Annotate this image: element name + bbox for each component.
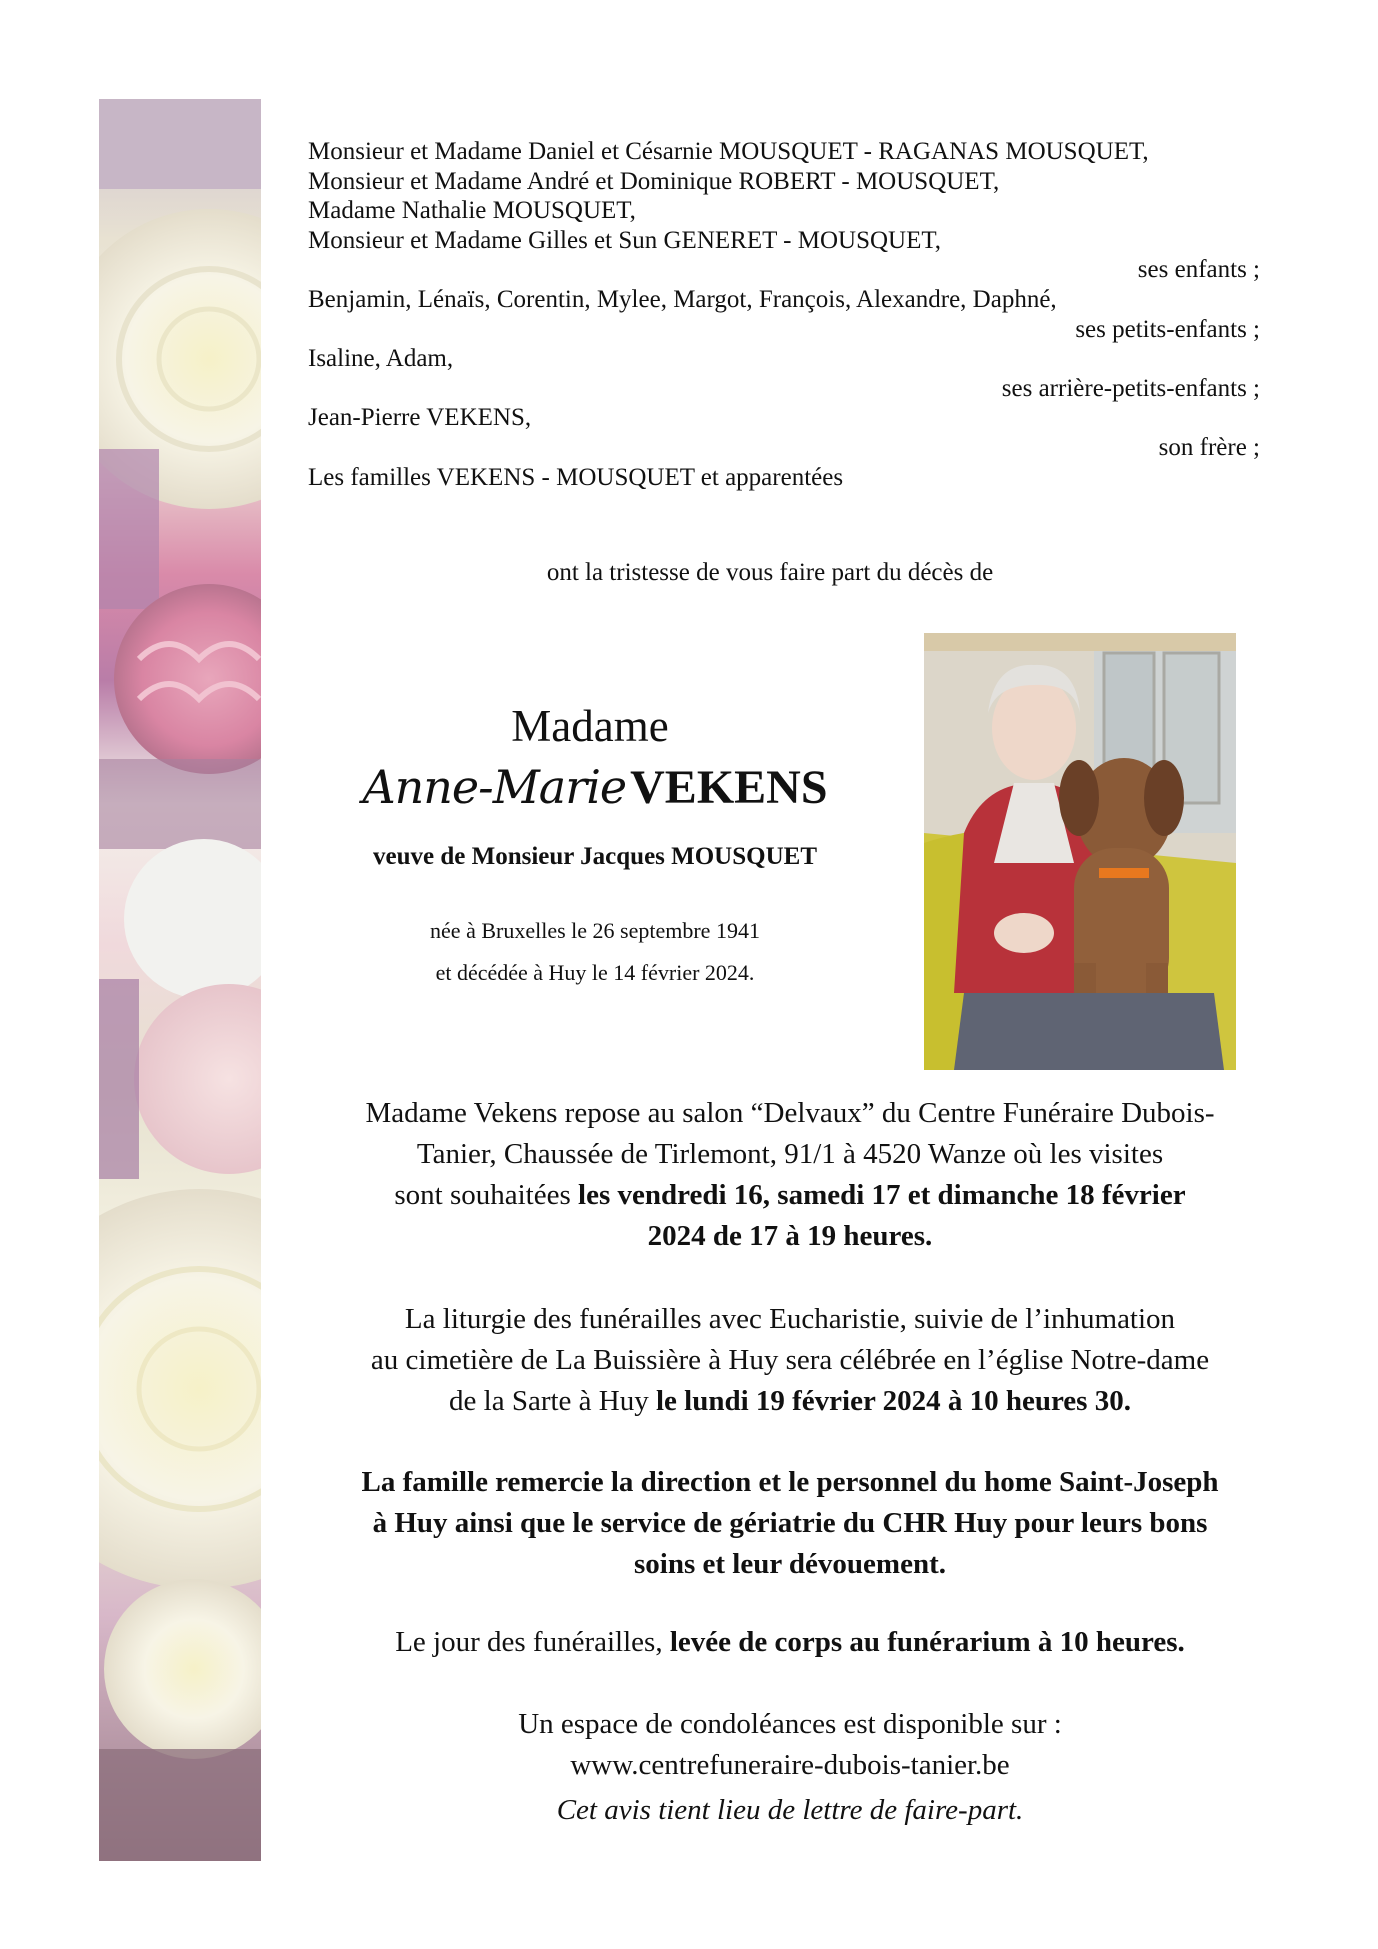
role-great-grandchildren: ses arrière-petits-enfants ; [1001, 375, 1260, 402]
widow-of-text: veuve de Monsieur Jacques MOUSQUET [373, 843, 817, 870]
funeral-paragraph [300, 1299, 1280, 1422]
thanks-line-3: soins et leur dévouement. [633, 1548, 946, 1580]
visitation-line-4 [300, 1216, 1280, 1257]
levee-bold: levée de corps au funérarium à 10 heures. [669, 1626, 1185, 1658]
condolences-paragraph [300, 1704, 1280, 1786]
family-line-4: Monsieur et Madame Gilles et Sun GENERET - MOUSQUET, [308, 227, 942, 254]
great-grandchildren-line: Isaline, Adam, [308, 345, 454, 372]
condolences-url[interactable]: www.centrefuneraire-dubois-tanier.be [570, 1749, 1010, 1781]
levee-paragraph [300, 1622, 1280, 1663]
floral-border-image [99, 99, 261, 1861]
visitation-dates: les vendredi 16, samedi 17 et dimanche 18 février [578, 1179, 1186, 1211]
deceased-photo [924, 633, 1236, 1070]
family-line-3: Madame Nathalie MOUSQUET, [308, 197, 636, 224]
family-line-2: Monsieur et Madame André et Dominique ROBERT - MOUSQUET, [308, 168, 1000, 195]
footer-note: Cet avis tient lieu de lettre de faire-part. [556, 1794, 1024, 1826]
funeral-date: le lundi 19 février 2024 à 10 heures 30. [655, 1385, 1131, 1417]
portrait-with-dog-illustration [924, 633, 1236, 1070]
grandchildren-line: Benjamin, Lénaïs, Corentin, Mylee, Margot, François, Alexandre, Daphné, [308, 286, 1057, 313]
role-brother: son frère ; [1158, 434, 1260, 461]
birth-text: née à Bruxelles le 26 septembre 1941 [430, 918, 760, 943]
death-text: et décédée à Huy le 14 février 2024. [435, 960, 755, 985]
deceased-first-name: Anne-Marie [362, 760, 627, 814]
role-grandchildren: ses petits-enfants ; [1075, 316, 1260, 343]
flowers-illustration [99, 99, 261, 1861]
visitation-paragraph [300, 1093, 1280, 1257]
funeral-line-1: La liturgie des funérailles avec Eucharistie, suivie de l’inhumation [404, 1303, 1176, 1335]
deceased-title: Madame [511, 701, 669, 751]
announcement-text: ont la tristesse de vous faire part du décès de [546, 559, 994, 586]
condolences-line-1: Un espace de condoléances est disponible sur : [518, 1708, 1062, 1740]
funeral-line-2: au cimetière de La Buissière à Huy sera célébrée en l’église Notre-dame [370, 1344, 1210, 1376]
levee-plain: Le jour des funérailles, [395, 1626, 670, 1658]
role-children: ses enfants ; [1137, 256, 1260, 283]
funeral-line-3-plain: de la Sarte à Huy [449, 1385, 656, 1417]
visitation-line-2: Tanier, Chaussée de Tirlemont, 91/1 à 4520 Wanze où les visites [416, 1138, 1164, 1170]
brother-line: Jean-Pierre VEKENS, [308, 404, 532, 431]
funeral-line-3 [300, 1381, 1280, 1422]
visitation-hours: 2024 de 17 à 19 heures. [647, 1220, 933, 1252]
thanks-paragraph [300, 1462, 1280, 1585]
families-line: Les familles VEKENS - MOUSQUET et apparentées [308, 464, 844, 491]
thanks-line-1: La famille remercie la direction et le personnel du home Saint-Joseph [361, 1466, 1219, 1498]
visitation-line-3 [300, 1175, 1280, 1216]
deceased-name [330, 760, 860, 815]
thanks-line-2: à Huy ainsi que le service de gériatrie du CHR Huy pour leurs bons [372, 1507, 1208, 1539]
visitation-line-3-plain: sont souhaitées [394, 1179, 579, 1211]
deceased-last-name: VEKENS [630, 761, 828, 814]
visitation-line-1: Madame Vekens repose au salon “Delvaux” du Centre Funéraire Dubois- [365, 1097, 1215, 1129]
family-line-1: Monsieur et Madame Daniel et Césarnie MOUSQUET - RAGANAS MOUSQUET, [308, 138, 1149, 165]
